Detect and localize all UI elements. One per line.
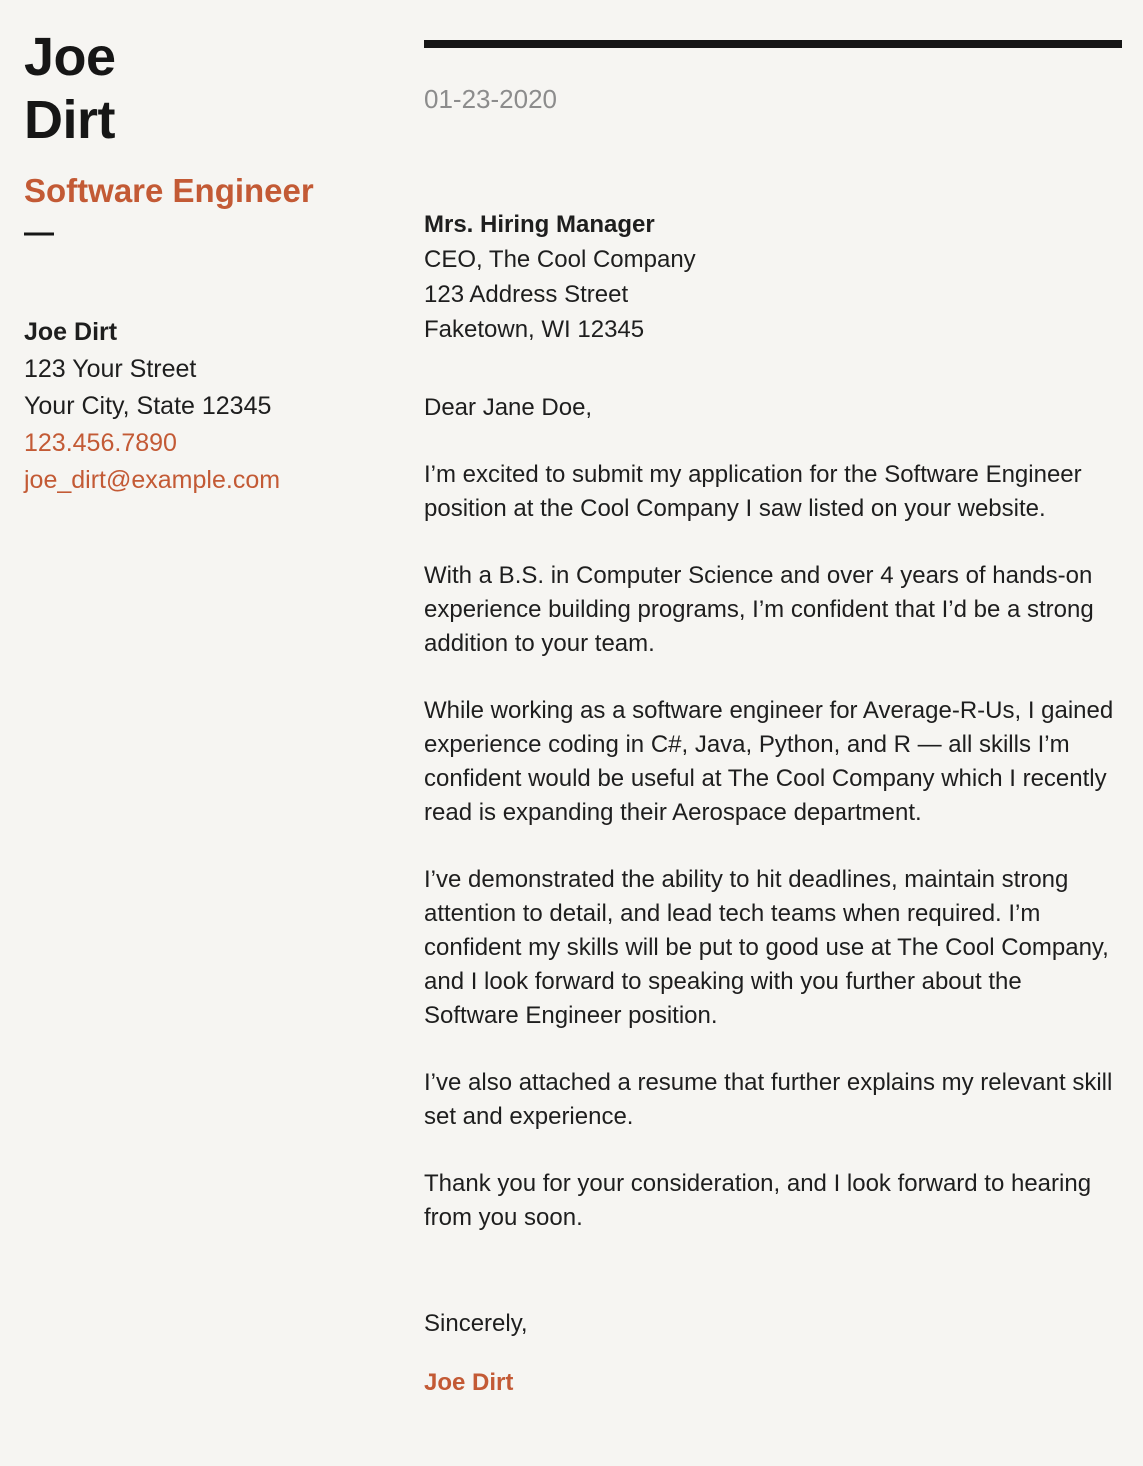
recipient-block	[424, 207, 1122, 347]
closing: Sincerely,	[424, 1310, 528, 1337]
paragraph-experience: While working as a software engineer for Average-R-Us, I gained experience coding in C#, Java, Python, and R — all skills I’m confident would be useful at The Cool Company which I recently read is expanding their Aerospace department.	[424, 697, 1114, 826]
contact-address-line1: 123 Your Street	[24, 355, 197, 383]
paragraph-thanks: Thank you for your consideration, and I look forward to hearing from you soon.	[424, 1170, 1092, 1231]
contact-email: joe_dirt@example.com	[24, 466, 281, 494]
contact-block	[24, 314, 404, 499]
letter-date: 01-23-2020	[424, 84, 557, 114]
signature-name: Joe Dirt	[424, 1369, 514, 1396]
contact-phone: 123.456.7890	[24, 429, 177, 457]
paragraph-skills: I’ve demonstrated the ability to hit deadlines, maintain strong attention to detail, and lead tech teams when required. I’m confident my skills will be put to good use at The Cool Company, and I look forward to speaking with you further about the Software Engineer position.	[424, 866, 1109, 1029]
recipient-name: Mrs. Hiring Manager	[424, 211, 655, 238]
sidebar	[24, 26, 404, 499]
applicant-last-name: Dirt	[24, 90, 115, 150]
contact-address-line2: Your City, State 12345	[24, 392, 272, 420]
contact-name: Joe Dirt	[24, 318, 118, 346]
recipient-address-line2: Faketown, WI 12345	[424, 316, 645, 343]
applicant-name-heading	[24, 26, 404, 152]
paragraph-intro: I’m excited to submit my application for the Software Engineer position at the Cool Company I saw listed on your website.	[424, 461, 1082, 522]
recipient-title-company: CEO, The Cool Company	[424, 246, 696, 273]
job-title: Software Engineer	[24, 172, 314, 209]
salutation: Dear Jane Doe,	[424, 394, 593, 421]
top-rule	[424, 40, 1122, 48]
paragraph-qualifications: With a B.S. in Computer Science and over 4 years of hands-on experience building programs, I’m confident that I’d be a strong addition to your team.	[424, 562, 1094, 657]
paragraph-resume-note: I’ve also attached a resume that further explains my relevant skill set and experience.	[424, 1069, 1113, 1130]
recipient-address-line1: 123 Address Street	[424, 281, 629, 308]
letter-body	[424, 0, 1122, 1397]
applicant-first-name: Joe	[24, 27, 116, 87]
divider-dash: —	[24, 216, 54, 249]
